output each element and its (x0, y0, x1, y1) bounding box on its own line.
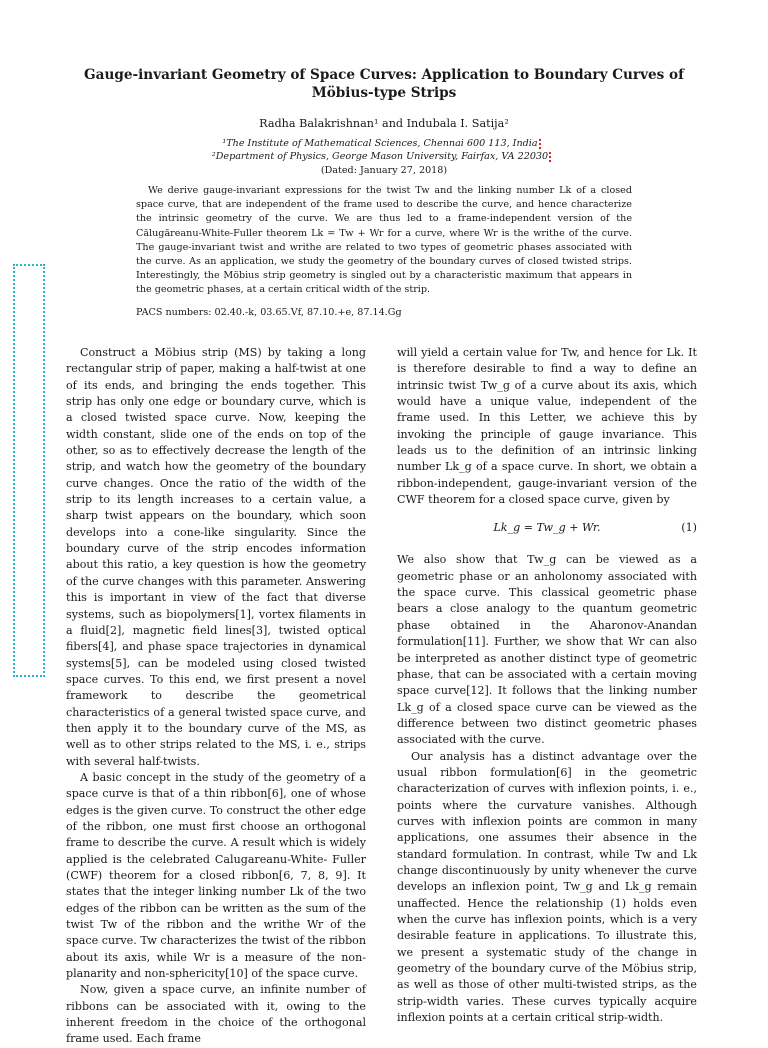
paragraph: Construct a Möbius strip (MS) by taking a long rectangular strip of paper, making a half-twist at one of its ends, and bringing the ends together. This strip has only one edge or boundary curve, which is a closed twisted space curve. Now, keeping the width constant, slide one of the ends on top of the other, so as to effectively decrease the length of the strip, and watch how the geometry of the boundary curve changes. Once the ratio of the width of the strip to its length increases to a certain value, a sharp twist appears on the boundary, which soon develops into a cone-like singularity. Since the boundary curve of the strip encodes information about this ratio, a key question is how the geometry of the curve changes with this parameter. Answering this is important in view of the fact that diverse systems, such as biopolymers[1], vortex filaments in a fluid[2], magnetic field lines[3], twisted optical fibers[4], and phase space trajectories in dynamical systems[5], can be modeled using closed twisted space curves. To this end, we first present a novel framework to describe the geometrical characteristics of a general twisted space curve, and then apply it to the boundary curve of the MS, as well as to other strips related to the MS, i. e., strips with several half-twists. (66, 346, 366, 768)
paragraph: Our analysis has a distinct advantage over the usual ribbon formulation[6] in the geometric characterization of curves with inflexion points, i. e., points where the curvature vanishes. Although curves with inflexion points are common in many applications, one assumes their absence in the standard formulation. In contrast, while Tw and Lk change discontinuously by unity whenever the curve develops an inflexion point, Tw_g and Lk_g remain unaffected. Hence the relationship (1) holds even when the curve has inflexion points, which is a very desirable feature in applications. To illustrate this, we present a systematic study of the change in geometry of the boundary curve of the Möbius strip, as well as those of other multi-twisted strips, as the strip-width varies. These curves typically acquire inflexion points at a certain critical strip-width. (397, 749, 697, 1025)
paragraph: will yield a certain value for Tw, and hence for Lk. It is therefore desirable to find a way to define an intrinsic twist Tw_g of a curve about its axis, which would have a unique value, independent of the frame used. In this Letter, we achieve this by invoking the principle of gauge invariance. This leads us to the definition of an intrinsic linking number Lk_g of a space curve. In short, we obtain a ribbon-independent, gauge-invariant version of the CWF theorem for a closed space curve, given by (397, 346, 697, 507)
affiliation-2: ²Department of Physics, George Mason University, Fairfax, VA 22030 (80, 150, 688, 163)
equation-number: (1) (681, 521, 697, 535)
affiliation-1: ¹The Institute of Mathematical Sciences, Chennai 600 113, India (80, 137, 688, 150)
abstract: We derive gauge-invariant expressions for the twist Tw and the linking number Lk of a closed space curve, that are independent of the frame used to describe the curve, and hence characterize the intrinsic geometry of the curve. We are thus led to a frame-independent version of the Călugăreanu-White-Fuller theorem Lk = Tw + Wr for a curve, where Wr is the writhe of the curve. The gauge-invariant twist and writhe are related to two types of geometric phases associated with the curve. As an application, we study the geometry of the boundary curves of closed twisted strips. Interestingly, the Möbius strip geometry is singled out by a characteristic maximum that appears in the geometric phases, at a certain critical width of the strip. (136, 185, 632, 296)
paragraph: Now, given a space curve, an infinite number of ribbons can be associated with it, owing to the inherent freedom in the choice of the orthogonal frame used. Each frame (66, 983, 366, 1046)
paragraph: We also show that Tw_g can be viewed as a geometric phase or an anholonomy associated with the space curve. This classical geometric phase bears a close analogy to the quantum geometric phase obtained in the Aharonov-Anandan formulation[11]. Further, we show that Wr can also be interpreted as another distinct type of geometric phase, that can be associated with a certain moving space curve[12]. It follows that the linking number Lk_g of a closed space curve can be viewed as the difference between two distinct geometric phases associated with the curve. (397, 553, 697, 747)
date-line: (Dated: January 27, 2018) (320, 165, 448, 176)
footnote-link-icon[interactable] (549, 152, 556, 162)
authors: Radha Balakrishnan¹ and Indubala I. Satija² (259, 117, 509, 130)
footnote-link-icon[interactable] (539, 139, 546, 149)
arxiv-sidebar-link-box[interactable] (13, 264, 45, 677)
equation-body: Lk_g = Tw_g + Wr. (493, 521, 601, 535)
paper-title: Gauge-invariant Geometry of Space Curves: Application to Boundary Curves of Möbius-type Strips (84, 67, 684, 101)
paragraph: A basic concept in the study of the geometry of a space curve is that of a thin ribbon[6], one of whose edges is the given curve. To construct the other edge of the ribbon, one must first choose an orthogonal frame to describe the curve. A result which is widely applied is the celebrated Calugareanu-White- Fuller (CWF) theorem for a closed ribbon[6, 7, 8, 9]. It states that the integer linking number Lk of the two edges of the ribbon can be written as the sum of the twist Tw of the ribbon and the writhe Wr of the space curve. Tw characterizes the twist of the ribbon about its axis, while Wr is a measure of the non-planarity and non-sphericity[10] of the space curve. (66, 770, 366, 981)
right-column (397, 345, 697, 1026)
pacs-numbers: PACS numbers: 02.40.-k, 03.65.Vf, 87.10.+e, 87.14.Gg (136, 307, 402, 318)
equation-1 (397, 514, 697, 544)
left-column (66, 345, 366, 1048)
